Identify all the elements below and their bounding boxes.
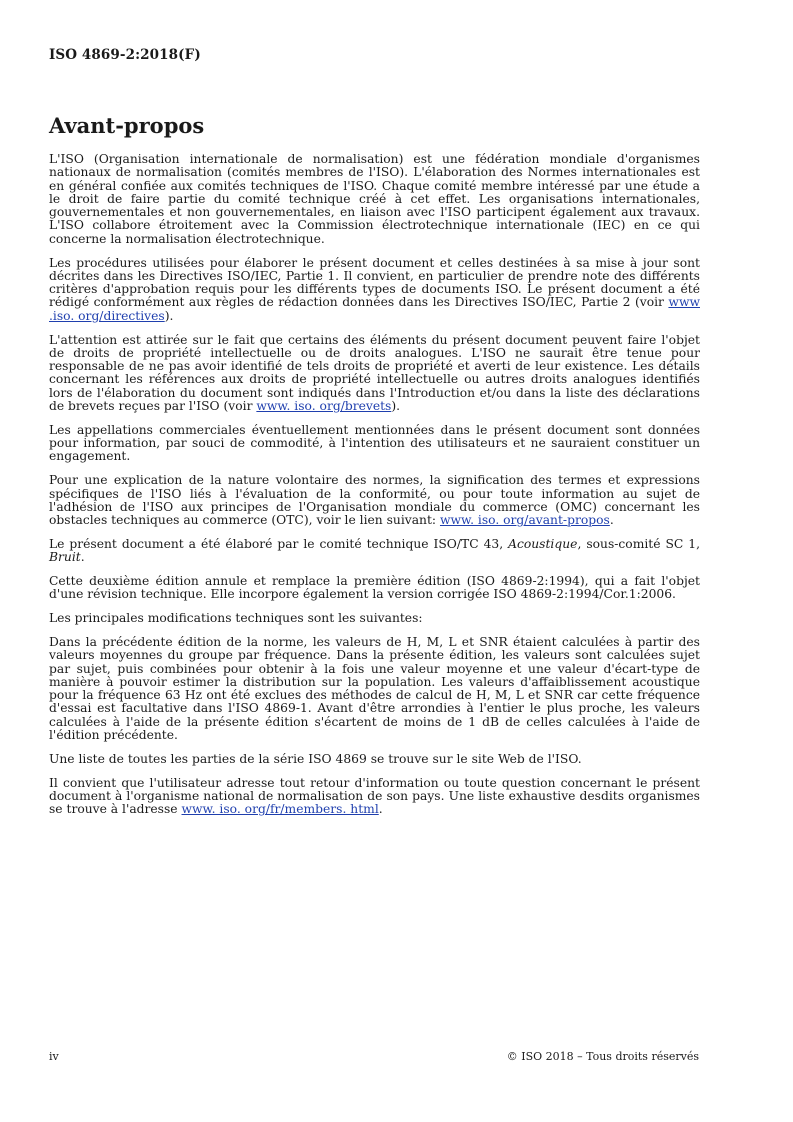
copyright-notice: © ISO 2018 – Tous droits réservés	[506, 1050, 699, 1063]
foreword-link[interactable]: www. iso. org/avant-propos	[439, 513, 610, 528]
paragraph-patents: L'attention est attirée sur le fait que certains des éléments du présent document peuvent faire l'objet de droits de propriété intellectuelle ou de droits analogues. L'ISO ne saurait être tenue pour responsable de ne pas avoir identifié de tels droits de propriété et averti de leur existence. Les détails concernant les références aux droits de propriété intellectuelle ou autres droits analogues identifiés lors de l'élaboration du document sont indiqués dans l'Introduction et/ou dans la liste des déclarations de brevets reçues par l'ISO (voir www. iso. org/brevets).	[49, 332, 700, 414]
document-id: ISO 4869-2:2018(F)	[49, 47, 201, 63]
paragraph-series-list: Une liste de toutes les parties de la série ISO 4869 se trouve sur le site Web de l'ISO.	[49, 751, 582, 766]
subcommittee-name: Bruit	[49, 550, 81, 565]
paragraph-committee: Le présent document a été élaboré par le comité technique ISO/TC 43, Acoustique, sous-comité SC 1, Bruit.	[49, 536, 700, 565]
paragraph-procedures: Les procédures utilisées pour élaborer le présent document et celles destinées à sa mise à jour sont décrites dans les Directives ISO/IEC, Partie 1. Il convient, en particulier de prendre note des différents critères d'approbation requis pour les différents types de documents ISO. Le présent document a été rédigé conformément aux règles de rédaction données dans les Directives ISO/IEC, Partie 2 (voir www .iso. org/directives).	[49, 255, 700, 323]
patents-link[interactable]: www. iso. org/brevets	[256, 399, 392, 414]
paragraph-feedback: Il convient que l'utilisateur adresse tout retour d'information ou toute question concernant le présent document à l'organisme national de normalisation de son pays. Une liste exhaustive desdits organismes se trouve à l'adresse www. iso. org/fr/members. html.	[49, 775, 700, 817]
paragraph-iso-intro: L'ISO (Organisation internationale de normalisation) est une fédération mondiale d'organismes nationaux de normalisation (comités membres de l'ISO). L'élaboration des Normes internationales est en général confiée aux comités techniques de l'ISO. Chaque comité membre intéressé par une étude a le droit de faire partie du comité technique créé à cet effet. Les organisations internationales, gouvernementales et non gouvernementales, en liaison avec l'ISO participent également aux travaux. L'ISO collabore étroitement avec la Commission électrotechnique internationale (IEC) en ce qui concerne la normalisation électrotechnique.	[49, 152, 700, 246]
paragraph-edition: Cette deuxième édition annule et remplace la première édition (ISO 4869-2:1994), qui a fait l'objet d'une révision technique. Elle incorpore également la version corrigée ISO 4869-2:1994/Cor.1:2006.	[49, 574, 700, 602]
foreword-body	[49, 153, 700, 827]
committee-name: Acoustique	[508, 536, 578, 551]
members-link[interactable]: www. iso. org/fr/members. html	[181, 802, 379, 817]
section-title: Avant-propos	[49, 113, 205, 138]
paragraph-changes-detail: Dans la précédente édition de la norme, les valeurs de H, M, L et SNR étaient calculées à partir des valeurs moyennes du groupe par fréquence. Dans la présente édition, les valeurs sont calculées sujet par sujet, puis combinées pour obtenir à la fois une valeur moyenne et une valeur d'écart-type de manière à pouvoir estimer la distribution sur la population. Les valeurs d'affaiblissement acoustique pour la fréquence 63 Hz ont été exclues des méthodes de calcul de H, M, L et SNR car cette fréquence d'essai est facultative dans l'ISO 4869-1. Avant d'être arrondies à l'entier le plus proche, les valeurs calculées à l'aide de la présente édition s'écartent de moins de 1 dB de celles calculées à l'aide de l'édition précédente.	[49, 634, 700, 742]
paragraph-trade-names: Les appellations commerciales éventuellement mentionnées dans le présent document sont données pour information, par souci de commodité, à l'intention des utilisateurs et ne sauraient constituer un engagement.	[49, 422, 700, 464]
paragraph-changes-intro: Les principales modifications techniques sont les suivantes:	[49, 611, 423, 626]
directives-link[interactable]: www .iso. org/directives	[49, 295, 700, 323]
paragraph-voluntary-nature: Pour une explication de la nature volontaire des normes, la signification des termes et expressions spécifiques de l'ISO liés à l'évaluation de la conformité, ou pour toute information au sujet de l'adhésion de l'ISO aux principes de l'Organisation mondiale du commerce (OMC) concernant les obstacles techniques au commerce (OTC), voir le lien suivant: www. iso. org/avant-propos.	[49, 473, 700, 528]
page-number: iv	[49, 1050, 59, 1063]
